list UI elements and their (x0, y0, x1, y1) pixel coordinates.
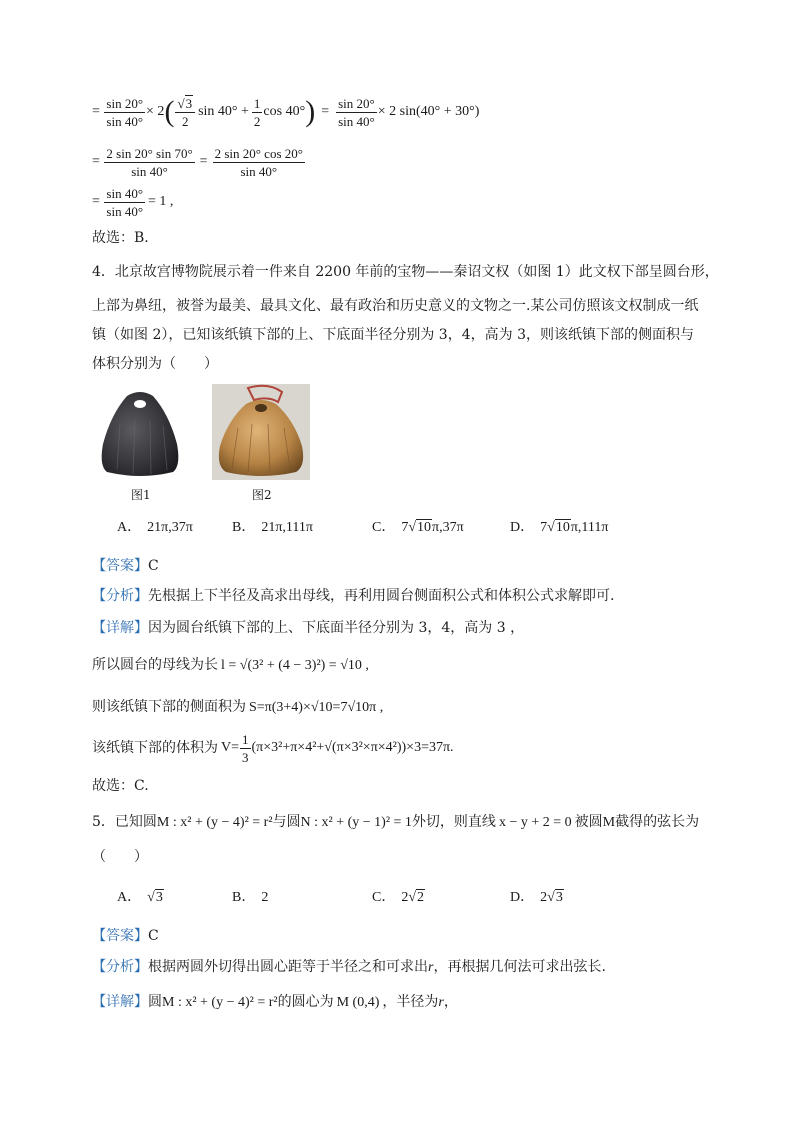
q5-option-c[interactable]: C． 2√2 (372, 890, 425, 905)
q5-option-a[interactable]: A． √3 (117, 890, 163, 905)
q3-line2: = $\frac{2 \sin 20^\circ \sin 70^\circ}{\sin 40^\circ}$ = $\frac{2 \sin 20^\circ \cos 20^\circ}{\sin 40^\circ}$ (92, 145, 303, 179)
q4-detail-4: 该纸镇下部的体积为 V= $\frac{1}{3}$ (π×3²+π×4²+√(π×3²×π×4²))×3=37π. (92, 731, 454, 765)
q4-choice: 故选：C. (92, 778, 149, 794)
q4-detail-3: 则该纸镇下部的侧面积为 S=π(3+4)×√10=7√10π , (92, 699, 384, 715)
q4-detail-1: 【详解】因为圆台纸镇下部的上、下底面半径分别为 3，4，高为 3 ， (92, 620, 525, 636)
q5-answer: 【答案】C (92, 928, 159, 944)
q3-frac1: $\frac{\sin 20^\circ}{\sin 40^\circ}$ (106, 95, 144, 129)
q5-detail: 【详解】圆M : x² + (y − 4)² = r²的圆心为 M (0,4) ，半径为r， (92, 994, 458, 1010)
q5-analysis: 【分析】根据两圆外切得出圆心距等于半径之和可求出r，再根据几何法可求出弦长. (92, 959, 606, 975)
q5-option-d[interactable]: D． 2√3 (510, 890, 563, 905)
figure-2-caption: 图2 (252, 488, 272, 502)
q5-option-b[interactable]: B． 2 (232, 890, 269, 905)
q4-option-c[interactable]: C． 7√10π,37π (372, 520, 464, 535)
q3-choice: 故选：B. (92, 230, 149, 246)
q4-option-d[interactable]: D． 7√10π,111π (510, 520, 609, 535)
figure-1-caption: 图1 (131, 488, 151, 502)
q4-stem-line4: 体积分别为（ ） (92, 356, 218, 372)
q5-stem: 5．已知圆M : x² + (y − 4)² = r²与圆N : x² + (y − 1)² = 1外切，则直线 x − y + 2 = 0 被圆M截得的弦长为 (92, 814, 700, 830)
q4-option-a[interactable]: A． 21π,37π (117, 520, 193, 535)
q4-option-b[interactable]: B． 21π,111π (232, 520, 313, 535)
q4-detail-2: 所以圆台的母线为长 l = √(3² + (4 − 3)²) = √10 , (92, 657, 369, 673)
q4-analysis: 【分析】先根据上下半径及高求出母线，再利用圆台侧面积公式和体积公式求解即可. (92, 588, 615, 604)
q4-stem-line3: 镇（如图 2），已知该纸镇下部的上、下底面半径分别为 3，4，高为 3，则该纸镇下部的侧面积与 (92, 327, 694, 343)
figure-2-paperweight (212, 384, 310, 480)
q4-answer: 【答案】C (92, 558, 159, 574)
q4-stem-line1: 4．北京故宫博物院展示着一件来自 2200 年前的宝物——秦诏文权（如图 1）此文权下部呈圆台形， (92, 264, 719, 280)
q3-line3: = $\frac{\sin 40^\circ}{\sin 40^\circ}$ = 1 , (92, 185, 174, 219)
q3-line1: = $\frac{\sin 20^\circ}{\sin 40^\circ}$ × 2 ( $\frac{√3}{2}$ sin 40° + $\frac{1}{2}$ cos 40° ) = $\frac{\sin 20^\circ}{\sin 40^\circ}$ × 2 sin(40° + 30°) (92, 95, 480, 129)
figure-1-bronze-weight (95, 384, 185, 480)
q4-stem-line2: 上部为鼻纽，被誉为最美、最具文化、最有政治和历史意义的文物之一.某公司仿照该文权制成一纸 (92, 298, 699, 314)
q5-stem-paren: （ ） (92, 849, 148, 865)
